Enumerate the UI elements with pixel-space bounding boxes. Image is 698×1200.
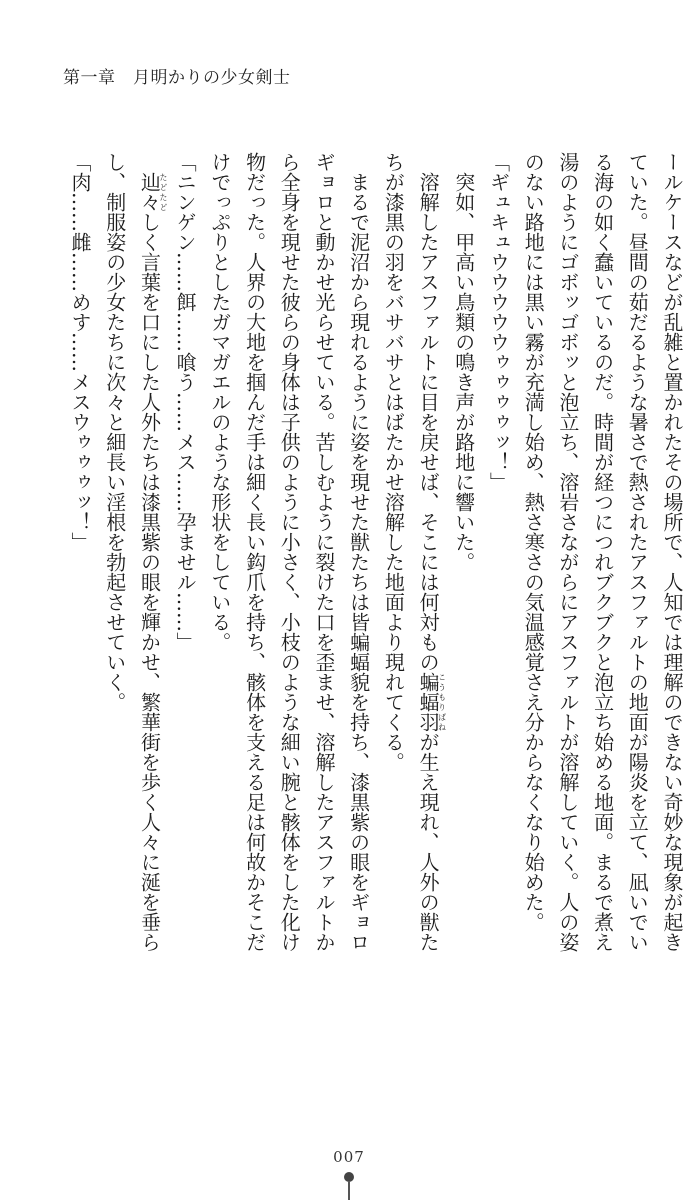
text-segment: 溶解したアスファルトに目を戻せば、そこには何対もの: [416, 152, 441, 672]
page-marker-dot: [344, 1172, 354, 1182]
text-column: ールケースなどが乱雑と置かれたその場所で、人知では理解のできない奇妙な現象が起き: [660, 152, 684, 952]
text-column: ら全身を現せた彼らの身体は子供のように小さく、小枝のような細い腕と骸体をした化け: [277, 152, 302, 952]
text-column: 湯のようにゴボッゴボッと泡立ち、溶岩さながらにアスファルトが溶解していく。人の姿: [555, 152, 580, 952]
text-column: 突如、甲高い鳥類の鳴き声が路地に響いた。: [451, 152, 476, 572]
body-text: [62, 152, 689, 972]
text-column: [410, 152, 446, 972]
text-segment: しく言葉を口にした人外たちは漆黒紫の眼を輝かせ、繁華街を歩く人々に涎を垂ら: [137, 212, 162, 952]
ruby-word: [416, 672, 447, 732]
ruby-reading: たどたど: [158, 172, 168, 212]
page-marker-line: [348, 1182, 350, 1200]
chapter-title: 第一章 月明かりの少女剣士: [63, 68, 291, 88]
text-column: のない路地には黒い霧が充満し始め、熱さ寒さの気温感覚さえ分からなくなり始めた。: [521, 152, 546, 932]
text-column: 「肉……雌……めす……メスウゥゥゥッ！」: [68, 152, 93, 552]
text-column: し、制服姿の少女たちに次々と細長い淫根を勃起させていく。: [102, 152, 127, 712]
text-column: まるで泥沼から現れるように姿を現せた獣たちは皆蝙蝠貌を持ち、漆黒紫の眼をギョロ: [346, 152, 371, 952]
text-column: 物だった。人界の大地を掴んだ手は細く長い鈎爪を持ち、骸体を支える足は何故かそこだ: [242, 152, 267, 952]
ruby-base: 辿々: [137, 172, 162, 212]
text-column: [132, 152, 168, 972]
ruby-word: [137, 172, 168, 212]
ruby-base: 蝙蝠羽: [416, 672, 441, 732]
text-column: けでっぷりとしたガマガエルのような形状をしている。: [207, 152, 232, 652]
text-segment: [137, 152, 161, 172]
text-column: ていた。昼間の茹だるような暑さで熱されたアスファルトの地面が陽炎を立て、凪いでい: [625, 152, 650, 952]
text-column: ちが漆黒の羽をバサバサとはばたかせ溶解した地面より現れてくる。: [381, 152, 406, 772]
text-column: る海の如く蠢いているのだ。時間が経つにつれブクブクと泡立ち始める地面。まるで煮え: [590, 152, 615, 952]
text-segment: が生え現れ、人外の獣た: [416, 732, 441, 952]
text-column: 「ニンゲン……餌……喰う……メス……孕ませル……」: [173, 152, 198, 652]
text-column: ギョロと動かせ光らせている。苦しむように裂けた口を歪ませ、溶解したアスファルトか: [311, 152, 336, 952]
text-column: 「ギュキュウウウウウゥゥゥゥッ！」: [486, 152, 511, 492]
ruby-reading: こうもりばね: [437, 672, 447, 732]
page-number: 007: [333, 1148, 365, 1166]
